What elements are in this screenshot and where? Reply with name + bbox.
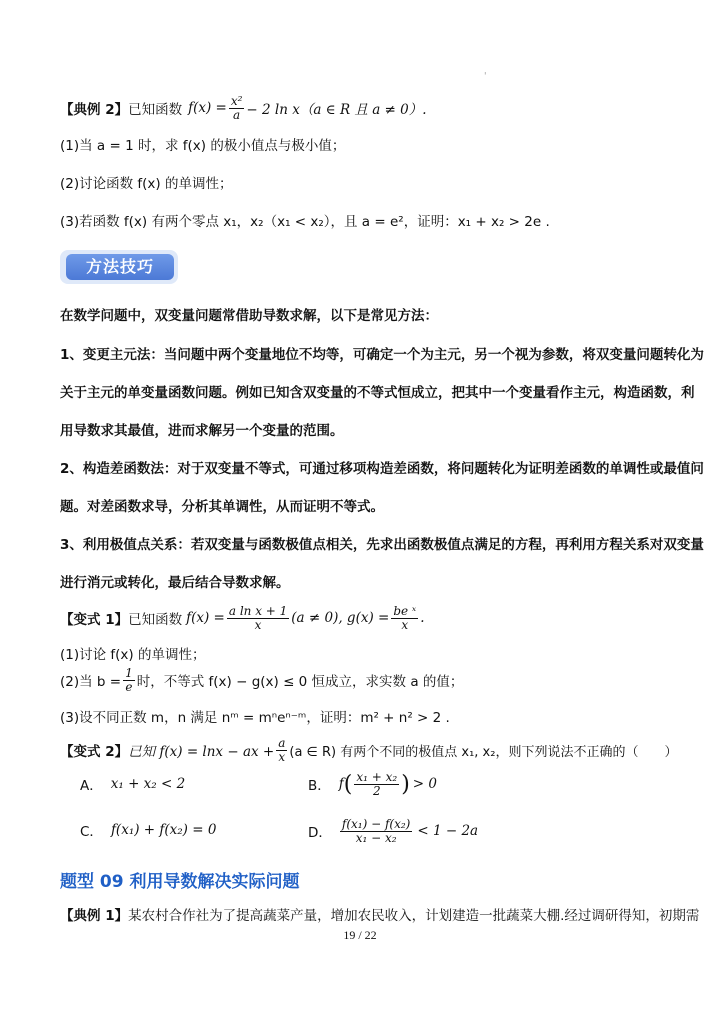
method-p1-line1: 1、变更主元法：当问题中两个变量地位不均等，可确定一个为主元，另一个视为参数，将双变量问题转化为 [60, 347, 704, 363]
variant2-option-b [308, 764, 437, 804]
method-p3-line1: 3、利用极值点关系：若双变量与函数极值点相关，先求出函数极值点满足的方程，再利用方程关系对双变量 [60, 537, 704, 553]
variant1-q3: (3)设不同正数 m，n 满足 nᵐ = mⁿeⁿ⁻ᵐ，证明：m² + n² > 2 . [60, 710, 450, 726]
variant1-g-numerator: be ˣ [393, 603, 417, 618]
example2-q2: (2)讨论函数 f(x) 的单调性； [60, 176, 233, 192]
option-d-denominator: x₁ − x₂ [355, 830, 397, 845]
variant1-f-numerator: a ln x + 1 [228, 603, 288, 618]
option-a-text: x₁ + x₂ < 2 [110, 776, 186, 792]
example1-text: 某农村合作社为了提高蔬菜产量，增加农民收入，计划建造一批蔬菜大棚.经过调研得知，初期需 [128, 908, 700, 924]
option-d-label: D． [308, 825, 332, 841]
option-a-label: A． [80, 778, 103, 794]
method-intro: 在数学问题中，双变量问题常借助导数求解，以下是常见方法： [60, 308, 438, 324]
example2-q1: (1)当 a = 1 时，求 f(x) 的极小值点与极小值； [60, 138, 346, 154]
example2-intro: 已知函数 [128, 102, 183, 118]
variant1-q1: (1)讨论 f(x) 的单调性； [60, 647, 206, 663]
variant1-f-fraction [227, 605, 289, 631]
variant2-intro-b: (a ∈ R) 有两个不同的极值点 x₁, x₂，则下列说法不正确的（ ） [289, 744, 678, 760]
example2-denominator: a [233, 107, 241, 122]
variant2-numerator: a [278, 735, 286, 750]
variant1-q2 [60, 662, 463, 698]
option-b-label: B． [308, 778, 331, 794]
option-d-numerator: f(x₁) − f(x₂) [341, 816, 411, 831]
variant1-statement [60, 598, 424, 638]
corner-mark: ' [484, 72, 487, 82]
variant1-f-lhs: f(x) = [186, 610, 225, 626]
variant2-fraction [276, 737, 287, 763]
method-p1-line3: 用导数求其最值，进而求解另一个变量的范围。 [60, 423, 344, 439]
page-number: 19 / 22 [343, 928, 377, 942]
variant2-intro-a: 已知 f(x) = lnx − ax + [128, 744, 275, 760]
method-p2-line1: 2、构造差函数法：对于双变量不等式，可通过移项构造差函数，将问题转化为证明差函数的单调性或最值问 [60, 461, 704, 477]
example2-numerator: x² [230, 93, 243, 108]
variant2-option-d [308, 810, 478, 852]
variant1-intro: 已知函数 [128, 612, 183, 628]
variant1-g-denominator: x [401, 617, 409, 632]
variant1-g-fraction [391, 605, 418, 631]
variant1-q2-fraction [123, 667, 135, 693]
example2-label: 【典例 2】 [60, 102, 129, 118]
example2-q3: (3)若函数 f(x) 有两个零点 x₁，x₂（x₁ < x₂），且 a = e²，证明：x₁ + x₂ > 2e . [60, 214, 550, 230]
variant1-q2-a: (2)当 b = [60, 674, 122, 690]
option-b-lparen: ( [343, 771, 353, 797]
option-b-end: > 0 [412, 776, 437, 792]
example2-fraction [229, 95, 245, 121]
example2-rest: − 2 ln x（a ∈ R 且 a ≠ 0）. [246, 102, 427, 118]
variant1-q2-denominator: e [125, 679, 133, 694]
option-c-text: f(x₁) + f(x₂) = 0 [110, 822, 217, 838]
option-b-fraction [354, 771, 399, 797]
section-heading: 题型 09 利用导数解决实际问题 [60, 872, 300, 892]
example2-statement [60, 88, 427, 128]
example1-label: 【典例 1】 [60, 908, 129, 924]
variant2-option-a [80, 772, 185, 796]
variant1-q2-b: 时，不等式 f(x) − g(x) ≤ 0 恒成立，求实数 a 的值； [136, 674, 464, 690]
example1-line [60, 904, 699, 924]
method-p2-line2: 题。对差函数求导，分析其单调性，从而证明不等式。 [60, 499, 384, 515]
variant2-label: 【变式 2】 [60, 744, 129, 760]
example2-func: f(x) = [188, 100, 227, 116]
option-b-denominator: 2 [372, 783, 381, 798]
variant1-label: 【变式 1】 [60, 612, 129, 628]
option-d-fraction [340, 818, 412, 844]
option-b-f: f [338, 776, 344, 792]
method-p1-line2: 关于主元的单变量函数问题。例如已知含双变量的不等式恒成立，把其中一个变量看作主元，构造函数，利 [60, 385, 695, 401]
method-badge [60, 250, 178, 284]
option-b-numerator: x₁ + x₂ [356, 769, 398, 784]
variant2-option-c [80, 818, 216, 842]
option-c-label: C． [80, 824, 103, 840]
method-p3-line2: 进行消元或转化，最后结合导数求解。 [60, 575, 290, 591]
option-b-rparen: ) [401, 771, 410, 797]
variant2-denominator: x [278, 749, 286, 764]
variant1-end: . [420, 610, 425, 626]
variant1-q2-numerator: 1 [125, 665, 133, 680]
method-badge-label: 方法技巧 [66, 254, 174, 280]
variant1-mid: (a ≠ 0), g(x) = [291, 610, 390, 626]
option-d-end: < 1 − 2a [417, 823, 479, 839]
variant1-f-denominator: x [254, 617, 262, 632]
